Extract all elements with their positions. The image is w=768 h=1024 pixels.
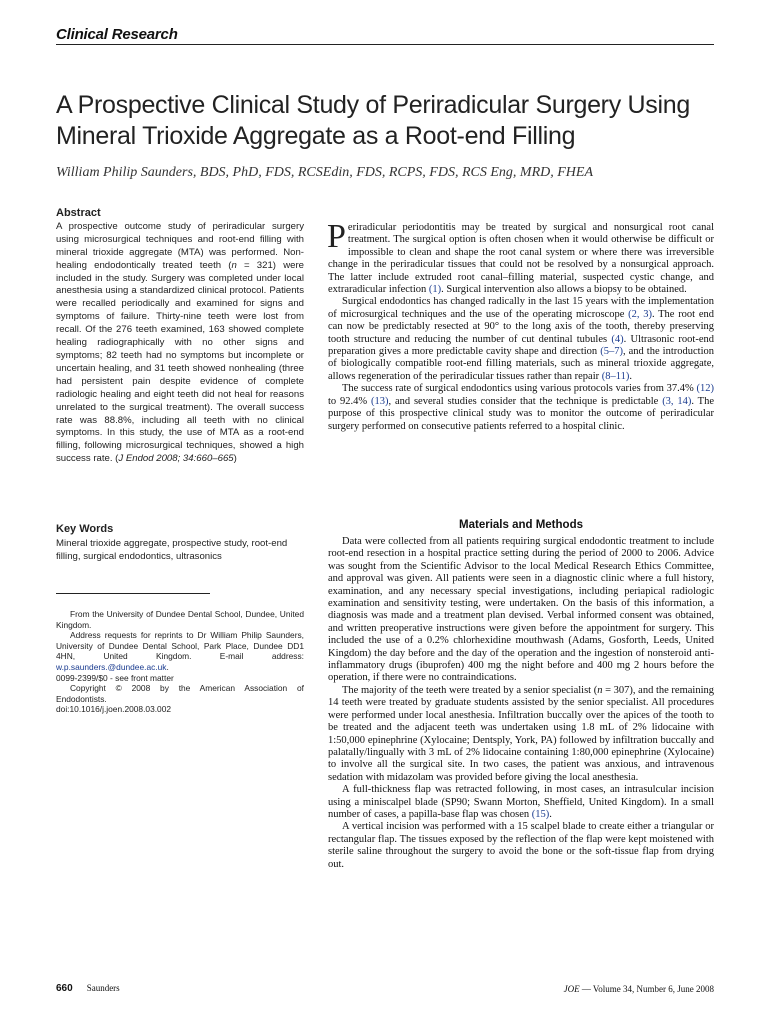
methods-p2-a: The majority of the teeth were treated by a senior specialist ( xyxy=(342,684,598,696)
intro-paragraph-3 xyxy=(328,383,714,433)
intro-p3-b: to 92.4% xyxy=(328,395,371,407)
methods-paragraph-2 xyxy=(328,685,714,784)
intro-p2-b: . The root end can now be predictably resected at 90° to the long axis of the tooth, thereby preserving tooth structure and reducing the number of cut dentinal tubules xyxy=(328,308,714,345)
ref-link[interactable]: (4) xyxy=(611,333,624,345)
methods-paragraph-1: Data were collected from all patients requiring surgical endodontic treatment to include root-end resection in a hospital practice setting during the period of 2000 to 2006. Advice was sought from the Scientific Advisor to the local Medical Research Ethics Committee, and approval was given. All patients were seen in a diagnostic clinic where a full history, examination, and any necessary special investigations, including periapical radiologic examination and sensitivity testing, were undertaken. On the basis of this information, a diagnosis was made and a treatment plan devised. Verbal informed consent was obtained, and written preoperative instructions were given before the appointment for surgery. This included the use of a 0.2% chlorhexidine mouthwash (Adams, Gosforth, Leeds, United Kingdom) the day before and the day of the operation and the ingestion of nonsteroid anti-inflammatory drugs (ibuprofen) 400 mg the night before and 400 mg 2 hours before the operation, if there were no contraindications. xyxy=(328,536,714,684)
top-rule xyxy=(56,44,714,45)
methods-p3-a: A full-thickness flap was retracted following, in most cases, an intrasulcular incision using a miniscalpel blade (SP90; Swann Morton, Sheffield, United Kingdom). In a small number of cases, a papilla-base flap was chosen xyxy=(328,784,714,820)
keywords-heading: Key Words xyxy=(56,523,114,535)
intro-p3-d: . The purpose of this prospective clinical study was to monitor the outcome of periradicular surgery performed on consecutive patients referred to a hospital clinic. xyxy=(328,395,715,432)
article-title: A Prospective Clinical Study of Periradicular Surgery Using Mineral Trioxide Aggregate as a Root-end Filling xyxy=(56,91,690,150)
abstract-text-part2: = 321) were included in the study. Surgery was completed under local anesthesia using a standardized clinical protocol. Patients were recalled periodically and examined for signs and symptoms of failure. Thirty-nine teeth were lost from recall. Of the 276 teeth examined, 163 showed complete healing radiographically with no other signs and symptoms; 82 teeth had no symptoms but incomplete or uncertain healing, and 31 teeth showed nonhealing (three had persistent pain despite evidence of complete radiologic healing and eight teeth did not heal for reasons unrelated to the surgical treatment). The overall success rate was 88.8%, including all teeth with no clinical symptoms. In this study, the use of MTA as a root-end filling, following microsurgical techniques, showed a high success rate. ( xyxy=(56,259,304,465)
methods-section xyxy=(328,536,714,871)
ref-link[interactable]: (13) xyxy=(370,395,389,407)
intro-p3-a: The success rate of surgical endodontics using various protocols varies from 37.4% xyxy=(342,383,697,395)
ref-link[interactable]: (15) xyxy=(531,808,550,820)
intro-paragraph-1 xyxy=(327,218,714,296)
footnote-affiliation: From the University of Dundee Dental School, Dundee, United Kingdom. xyxy=(56,609,304,630)
journal-issue: — Volume 34, Number 6, June 2008 xyxy=(579,984,714,994)
footnotes xyxy=(56,609,304,715)
page-number: 660 xyxy=(56,983,73,994)
ref-link[interactable]: (5–7) xyxy=(600,346,623,358)
journal-name: JOE xyxy=(563,984,580,994)
page-footer-right xyxy=(564,984,714,994)
ref-link[interactable]: (2, 3) xyxy=(628,308,652,320)
methods-paragraph-4: A vertical incision was performed with a 15 scalpel blade to create either a triangular or rectangular flap. The tissues exposed by the reflection of the flap were kept moistened with sterile saline throughout the surgery to avoid the bone or the soft-tissue flap from drying out. xyxy=(328,821,714,870)
intro-p3-c: , and several studies consider that the technique is predictable xyxy=(388,395,663,407)
footnote-address xyxy=(56,630,304,672)
drop-cap: P xyxy=(327,218,346,255)
ref-link[interactable]: (1) xyxy=(428,284,442,296)
methods-p2-b: = 307), and the remaining 14 teeth were treated by graduate students assisted by the senior specialist. All procedures were performed under local anesthesia. Infiltration buccally over the apices of the tooth to be treated and the adjacent teeth was undertaken using 1.8 mL of 2% lidocaine with 1:50,000 epinephrine (Xylocaine; Dentsply, York, PA) followed by infiltration buccally and palatally/lingually with 3 mL of 2% lidocaine containing 1:80,000 epinephrine (Xylocaine) to involve all the surgical site. In two cases, the patient was anxious, and intravenous sedation with midazolam was provided before giving the local anesthesia. xyxy=(328,684,714,783)
intro-paragraph-2 xyxy=(328,296,714,383)
intro-p2-d: , and the introduction of biologically compatible root-end filling materials, such as mineral trioxide aggregate, allows regeneration of the periradicular tissues rather than repair xyxy=(328,346,714,382)
intro-p2-e: . xyxy=(629,370,632,382)
abstract-n-var: n xyxy=(231,259,237,271)
abstract-citation: J Endod 2008; 34:660–665 xyxy=(118,453,234,465)
abstract-text xyxy=(56,221,304,466)
keywords-section xyxy=(56,523,304,564)
introduction xyxy=(327,218,715,433)
abstract-text-part1: A prospective outcome study of periradicular surgery using microsurgical techniques and root-end filling with mineral trioxide aggregate (MTA) was performed. Non-healing endodontically treated teeth ( xyxy=(56,220,304,271)
footnote-issn: 0099-2399/$0 - see front matter xyxy=(56,672,174,683)
intro-p1-b: . Surgical intervention also allows a biopsy to be obtained. xyxy=(441,284,687,296)
page-footer-left xyxy=(56,983,120,994)
ref-link[interactable]: (8–11) xyxy=(601,370,630,382)
methods-heading: Materials and Methods xyxy=(459,519,583,531)
footnote-doi: doi:10.1016/j.joen.2008.03.002 xyxy=(56,704,172,715)
ref-link[interactable]: (12) xyxy=(696,383,714,395)
abstract-text-part3: ) xyxy=(233,453,237,465)
section-label: Clinical Research xyxy=(56,26,178,43)
abstract-heading: Abstract xyxy=(56,207,101,219)
keywords-text: Mineral trioxide aggregate, prospective study, root-end filling, surgical endodontics, ultrasonics xyxy=(56,537,288,562)
intro-p2-a: Surgical endodontics has changed radically in the last 15 years with the implementation of microsurgical techniques and the use of the operating microscope xyxy=(328,296,714,320)
ref-link[interactable]: (3, 14) xyxy=(662,395,692,407)
methods-p3-b: . xyxy=(549,808,552,820)
intro-p1-a: eriradicular periodontitis may be treated by surgical and nonsurgical root canal treatment. The surgical option is often chosen when it would otherwise be difficult or impossible to clean and shape the root canal system or where there was irreversible change in the periradicular tissues that could not be resolved by a nonsurgical approach. The latter include extruded root canal–filling material, suspected cystic change, and extraradicular infection xyxy=(328,222,714,296)
footer-author: Saunders xyxy=(86,983,120,993)
abstract-section xyxy=(56,207,304,466)
footnote-rule xyxy=(56,593,210,594)
article-authors: William Philip Saunders, BDS, PhD, FDS, RCSEdin, FDS, RCPS, FDS, RCS Eng, MRD, FHEA xyxy=(56,165,594,180)
intro-p2-c: . Ultrasonic root-end preparation gives a more predictable cavity shape and direction xyxy=(328,333,715,358)
footnote-copyright: Copyright © 2008 by the American Association of Endodontists. xyxy=(56,683,304,704)
footnote-address-text: Address requests for reprints to Dr William Philip Saunders, University of Dundee Dental School, Park Place, Dundee DD1 4HN, United Kingdom. E-mail address: xyxy=(56,630,304,662)
email-link[interactable]: w.p.saunders.@dundee.ac.uk xyxy=(56,661,167,672)
methods-n-var: n xyxy=(597,684,603,696)
footnote-address-end: . xyxy=(166,661,169,672)
methods-paragraph-3 xyxy=(328,784,714,821)
